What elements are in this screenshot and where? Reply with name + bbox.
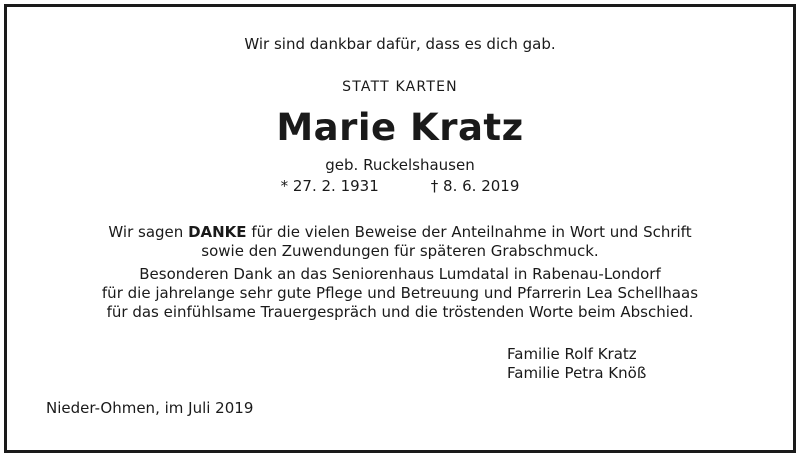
statt-karten-label: STATT KARTEN <box>342 79 458 95</box>
maiden-name: geb. Ruckelshausen <box>325 156 475 174</box>
thanks-line-1 <box>0 223 800 241</box>
special-thanks-line: Besonderen Dank an das Seniorenhaus Lumdatal in Rabenau-Londorf <box>139 265 661 283</box>
death-date: † 8. 6. 2019 <box>430 177 520 195</box>
special-thanks-line: für das einfühlsame Trauergespräch und die tröstenden Worte beim Abschied. <box>106 303 694 321</box>
birth-date: * 27. 2. 1931 <box>280 177 379 195</box>
thanks-line-1-before: Wir sagen <box>108 223 189 241</box>
family-signature: Familie Rolf Kratz <box>507 345 637 363</box>
deceased-name: Marie Kratz <box>276 106 524 149</box>
place-date: Nieder-Ohmen, im Juli 2019 <box>46 399 254 417</box>
thanks-line-2: sowie den Zuwendungen für späteren Grabschmuck. <box>201 242 599 260</box>
motto: Wir sind dankbar dafür, dass es dich gab. <box>244 35 556 53</box>
life-dates <box>0 177 800 195</box>
special-thanks-line: für die jahrelange sehr gute Pflege und Betreuung und Pfarrerin Lea Schellhaas <box>101 284 699 302</box>
thanks-line-1-after: für die vielen Beweise der Anteilnahme in Wort und Schrift <box>246 223 692 241</box>
thanks-danke: DANKE <box>188 223 247 241</box>
family-signature: Familie Petra Knöß <box>507 364 647 382</box>
